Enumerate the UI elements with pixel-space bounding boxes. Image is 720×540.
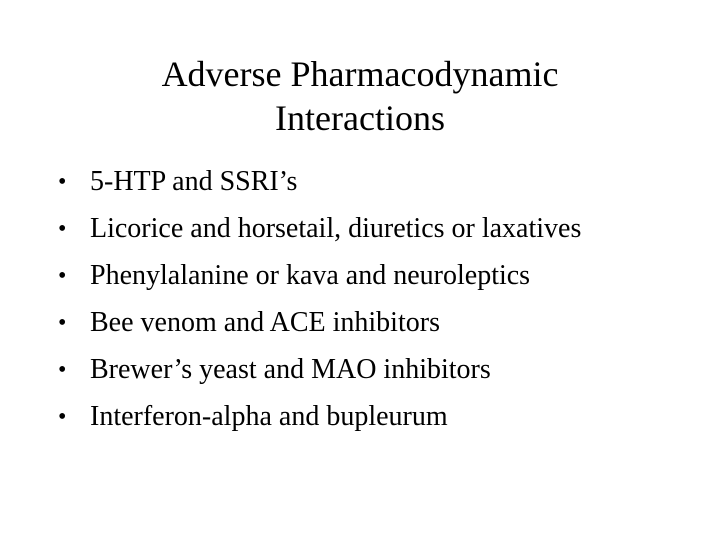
bullet-text: Licorice and horsetail, diuretics or laxatives [90, 213, 582, 244]
bullet-item-brewers-yeast [58, 350, 581, 397]
bullet-marker: • [58, 357, 67, 383]
bullet-text: Bee venom and ACE inhibitors [90, 307, 440, 338]
bullet-list [58, 162, 581, 444]
slide-title-line-1: Adverse Pharmacodynamic [161, 54, 559, 94]
bullet-text: 5-HTP and SSRI’s [90, 166, 298, 197]
bullet-item-phenylalanine-kava [58, 256, 581, 303]
bullet-marker: • [58, 263, 67, 289]
bullet-item-interferon-alpha [58, 397, 581, 444]
bullet-marker: • [58, 310, 67, 336]
bullet-item-5htp-ssri [58, 162, 581, 209]
bullet-item-bee-venom [58, 303, 581, 350]
slide-title-line-2: Interactions [275, 98, 445, 138]
bullet-marker: • [58, 216, 67, 242]
bullet-marker: • [58, 169, 67, 195]
bullet-item-licorice-horsetail [58, 209, 581, 256]
bullet-text: Brewer’s yeast and MAO inhibitors [90, 354, 491, 385]
bullet-text: Interferon-alpha and bupleurum [90, 401, 448, 432]
bullet-text: Phenylalanine or kava and neuroleptics [90, 260, 531, 291]
slide-title [60, 52, 660, 140]
bullet-marker: • [58, 404, 67, 430]
